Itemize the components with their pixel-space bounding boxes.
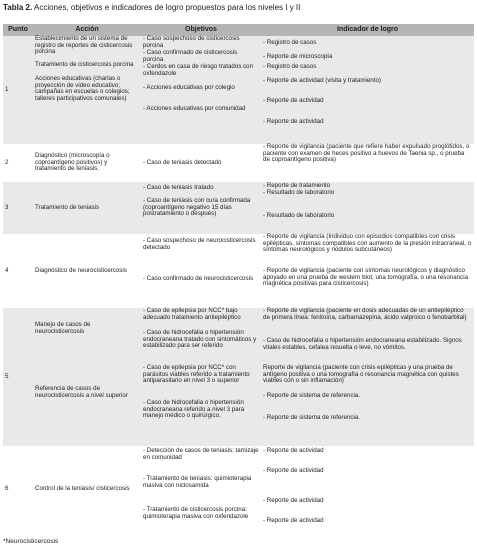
header-objetivos: Objetivos [141, 24, 261, 36]
indicador-item: - Reporte de tratamiento [263, 182, 331, 189]
objetivos-cell [141, 182, 261, 234]
objetivo-item: - Detección de casos de teniasis: tamizaje en comunidad [143, 447, 259, 461]
indicador-item: - Reporte de actividad (visita y tratamiento) [263, 77, 381, 84]
indicador-item: - Reporte de actividad [263, 517, 324, 524]
table-row [3, 144, 474, 182]
indicador-item: - Reporte de actividad [263, 497, 324, 504]
objetivos-cell [141, 446, 261, 532]
table-row [3, 36, 474, 144]
objetivo-item: - Caso sospechoso de neurocisticercosis detectado [143, 237, 256, 251]
indicador-cell [261, 446, 474, 532]
indicador-item: - Reporte de actividad [263, 467, 324, 474]
caption-label: Tabla 2. [3, 3, 33, 12]
table-row [3, 308, 474, 446]
indicador-item: - Registro de casos [263, 63, 317, 70]
accion-item: Tratamiento de cisticercosis porcina [35, 61, 134, 68]
indicador-item: - Reporte de vigilancia (paciente con síntomas neurológicos y diagnóstico apoyado en una prueba de western blot, una tomografía, o una resonancia magnética positivas para cisticercosis) [263, 267, 469, 288]
header-punto: Punto [3, 24, 33, 36]
objetivo-item: - Caso de teniasis tratado [143, 184, 214, 191]
objetivo-item: - Caso sospechoso de cisticercosis porcina [143, 35, 240, 49]
objetivo-item: - Caso de hidrocefalia o hipertensión endocraneana tratado con sintomáticos y estabilizado para ser referido [143, 329, 257, 350]
indicador-item: - Reporte de microscopía [263, 53, 333, 60]
indicador-cell [261, 308, 474, 446]
table-caption [3, 3, 300, 13]
accion-cell [33, 308, 141, 446]
accion-cell [33, 36, 141, 144]
objetivos-cell [141, 234, 261, 308]
objetivo-item: - Caso de epilepsia por NCC* con parásitos viables referido a tratamiento antiparasitario en nivel 3 o superior [143, 364, 250, 385]
punto-cell: 5 [3, 308, 33, 446]
punto-cell: 4 [3, 234, 33, 308]
objetivo-item: - Caso confirmado de neurocisticercosis [143, 275, 254, 282]
accion-item: Acciones educativas (charlas o proyección de video educativo; campañas en escuelas o colegios; talleres participativos comunales) [35, 75, 130, 103]
indicador-item: - Caso de hidrocefalia o hipertensión endocraneana estabilizado. Signos vitales estables, cefalea resuelta o leve, no vómitos. [263, 337, 462, 351]
indicador-cell [261, 182, 474, 234]
punto-cell: 6 [3, 446, 33, 532]
header-accion: Acción [33, 24, 141, 36]
table-row [3, 182, 474, 234]
accion-item: Manejo de casos de neurocisticercosis [35, 321, 91, 335]
objetivos-cell [141, 36, 261, 144]
accion-cell: Diagnóstico (microscopía o coproantígeno positivos) y tratamiento de teniasis. [33, 144, 141, 182]
indicador-item: - Reporte de actividad [263, 447, 324, 454]
accion-cell: Tratamiento de teniasis [33, 182, 141, 234]
objetivo-item: - Caso de hidrocefalia o hipertensión endocraneana referido a nivel 3 para manejo médico o quirúrgico. [143, 399, 245, 420]
indicador-item: - Reporte de actividad [263, 97, 324, 104]
accion-item: Establecimiento de un sistema de registro de reportes de cisticercosis porcina [35, 35, 133, 56]
accion-cell: Control de la teniasis/ cisticercosis [33, 446, 141, 532]
objetivo-item: - Acciones educativas por colegio [143, 84, 235, 91]
indicador-item: - Resultado de laboratorio [263, 212, 335, 219]
indicador-item: - Reporte de sistema de referencia. [263, 392, 360, 399]
objetivo-item: - Caso de teniasis con cura confirmada (coproantígeno negativo 15 días postratamiento o después) [143, 197, 251, 218]
footnote: *Neurocisticercosis [3, 538, 59, 545]
indicador-item: - Reporte de vigilancia (paciente en dosis adecuadas de un antiepiléptico de primera línea: fenitoína, carbamazepina, ácido valproico o fenobarbital) [263, 307, 467, 321]
indicador-item: - Reporte de vigilancia (Individuo con episodios compatibles con crisis epilépticas, síntomas compatibles con aumento de la presión intracraneal, o síntomas neurológicos y nódulos subcutáneos) [263, 233, 472, 254]
objetivo-item: - Tratamiento de teniasis: quimioterapia masiva con niclosamida [143, 475, 252, 489]
indicador-item: Reporte de vigilancia (paciente con crisis epilépticas y una prueba de antígeno positiva o una tomografía o resonancia magnética con quistes viables con o sin inflamación) [263, 364, 459, 385]
objetivos-cell [141, 308, 261, 446]
objetivo-item: - Caso de epilepsia por NCC* bajo adecuado tratamiento antiepiléptico [143, 307, 241, 321]
indicador-item: - Reporte de sistema de referencia. [263, 414, 360, 421]
objetivos-cell: - Caso de teniasis detectado [141, 144, 261, 182]
objetivo-item: - Tratamiento de cisticercosis porcina: quimioterapia masiva con oxfendazole [143, 506, 249, 520]
caption-text: Acciones, objetivos e indicadores de logro propuestos para los niveles I y II [32, 3, 301, 12]
table-row [3, 234, 474, 308]
table-row [3, 446, 474, 532]
indicador-item: - Resultado de laboratorio [263, 189, 335, 196]
indicador-cell: - Reporte de vigilancia (paciente que refiere haber expulsado proglótidos, o paciente con examen de heces positivo a huevos de Taenia sp., o prueba de coproantígeno positiva) [261, 144, 474, 182]
objetivo-item: - Acciones educativas por comunidad [143, 105, 246, 112]
indicador-item: - Reporte de actividad [263, 118, 324, 125]
punto-cell: 2 [3, 144, 33, 182]
indicador-item: - Registro de casos [263, 39, 317, 46]
indicador-cell [261, 234, 474, 308]
accion-cell: Diagnóstico de neurocisticercosis [33, 234, 141, 308]
actions-table [3, 24, 474, 532]
punto-cell: 1 [3, 36, 33, 144]
indicador-cell [261, 36, 474, 144]
accion-item: Referencia de casos de neurocisticercosis a nivel superior [35, 385, 128, 399]
header-indicador: Indicador de logro [261, 24, 474, 36]
punto-cell: 3 [3, 182, 33, 234]
objetivo-item: - Cerdos en casa de riesgo tratados con oxfendazole [143, 63, 254, 77]
objetivo-item: - Caso confirmado de cisticercosis porcina [143, 49, 238, 63]
